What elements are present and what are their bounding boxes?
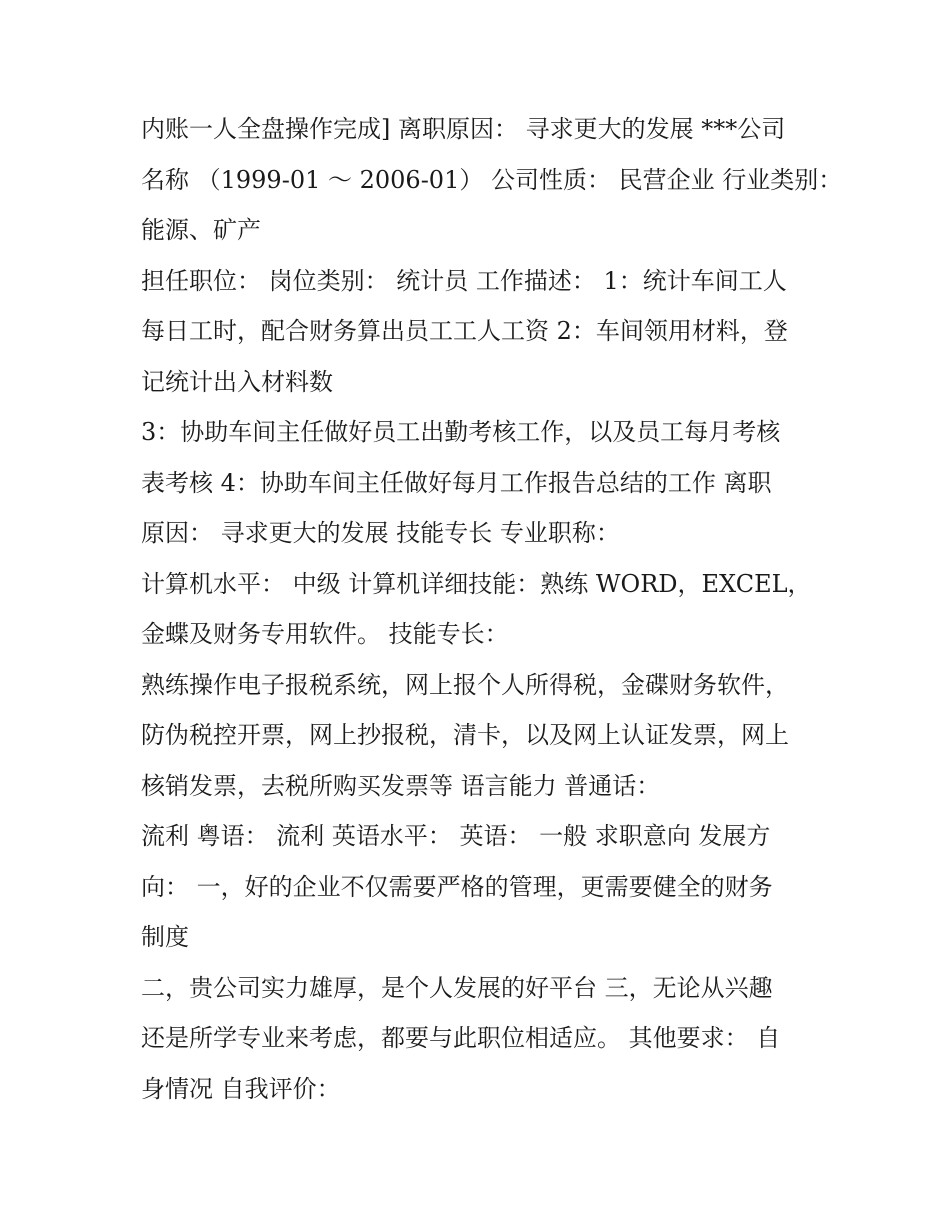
text-line: 3：协助车间主任做好员工出勤考核工作，以及员工每月考核 [141,418,781,446]
text-line: 内账一人全盘操作完成] 离职原因： 寻求更大的发展 ***公司 [141,115,786,143]
text-line: 每日工时，配合财务算出员工工人工资 2：车间领用材料，登 [141,317,788,345]
text-line: 核销发票，去税所购买发票等 语言能力 普通话： [141,771,661,800]
text-line: 流利 粤语： 流利 英语水平： 英语： 一般 求职意向 发展方 [141,822,771,850]
text-line: 向： 一，好的企业不仅需要严格的管理，更需要健全的财务 [141,872,773,901]
text-line: 计算机水平： 中级 计算机详细技能：熟练 WORD，EXCEL， [141,569,812,598]
text-line: 担任职位： 岗位类别： 统计员 工作描述： 1：统计车间工人 [141,266,787,295]
text-line: 名称 （1999-01 ～ 2006-01） 公司性质： 民营企业 行业类别： [141,165,843,194]
resume-text-block [141,104,843,1114]
text-line: 身情况 自我评价： [141,1074,341,1103]
text-line: 制度 [141,923,189,951]
text-line: 原因： 寻求更大的发展 技能专长 专业职称： [141,519,620,547]
text-line: 能源、矿产 [141,216,261,244]
text-line: 还是所学专业来考虑，都要与此职位相适应。 其他要求： 自 [141,1024,781,1052]
text-line: 记统计出入材料数 [141,367,333,396]
text-line: 表考核 4：协助车间主任做好每月工作报告总结的工作 离职 [141,468,772,497]
text-line: 二，贵公司实力雄厚，是个人发展的好平台 三，无论从兴趣 [141,973,773,1002]
text-line: 熟练操作电子报税系统，网上报个人所得税，金碟财务软件， [141,670,789,699]
text-line: 金蝶及财务专用软件。 技能专长： [141,620,509,648]
text-line: 防伪税控开票，网上抄报税，清卡，以及网上认证发票，网上 [141,721,789,749]
